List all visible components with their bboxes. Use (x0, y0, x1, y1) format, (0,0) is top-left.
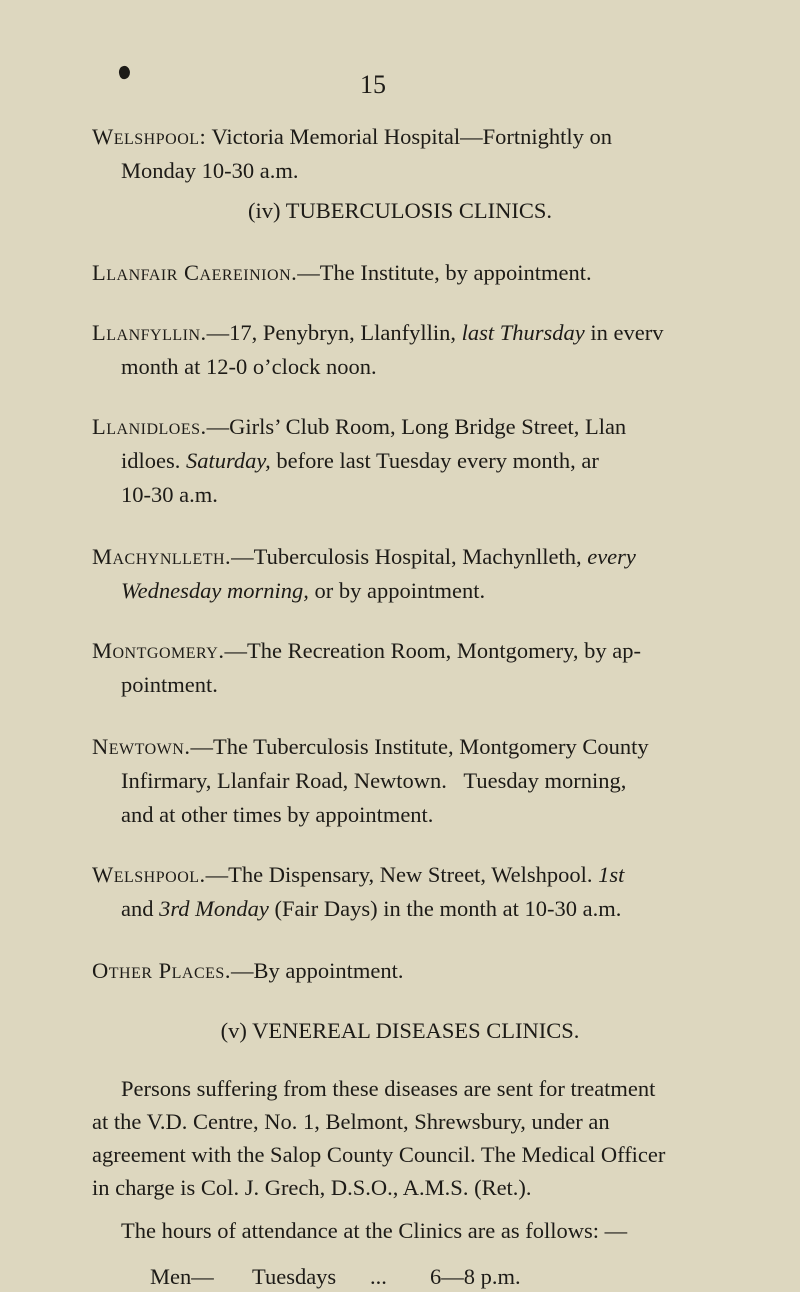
tuberculosis-heading: (iv) TUBERCULOSIS CLINICS. (248, 198, 552, 223)
clinic-entry-welshpool (92, 858, 732, 926)
welshpool-hospital-entry (92, 120, 732, 188)
place-name: Welshpool: (92, 124, 207, 149)
entry-text: pointment. (121, 672, 218, 697)
place-name: Montgomery. (92, 638, 225, 663)
entry-text-italic: every (587, 544, 636, 569)
clinic-entry-llanidloes (92, 410, 732, 512)
entry-text: before last Tuesday every month, ar (270, 448, 599, 473)
entry-text: idloes. (121, 448, 186, 473)
place-name: Newtown. (92, 734, 191, 759)
entry-text: —17, Penybryn, Llanfyllin, (206, 320, 462, 345)
paragraph-line: agreement with the Salop County Council. The Medical Officer (92, 1142, 666, 1167)
entry-text: 10-30 a.m. (121, 482, 218, 507)
ink-blot-icon (118, 65, 131, 80)
clinic-entry-llanfair (92, 256, 732, 290)
hours-dots: ... (370, 1264, 387, 1289)
clinic-entry-machynlleth (92, 540, 732, 608)
hours-day: Tuesdays (252, 1264, 337, 1289)
entry-text-italic: 1st (598, 862, 625, 887)
paragraph-line: at the V.D. Centre, No. 1, Belmont, Shrewsbury, under an (92, 1109, 610, 1134)
entry-text: Infirmary, Llanfair Road, Newtown. Tuesday morning, (121, 768, 627, 793)
paragraph-line: Persons suffering from these diseases are sent for treatment (121, 1076, 656, 1101)
clinic-entry-montgomery (92, 634, 732, 702)
entry-text: month at 12-0 o’clock noon. (121, 354, 377, 379)
entry-text: —Girls’ Club Room, Long Bridge Street, Llan (206, 414, 627, 439)
clinic-entry-newtown (92, 730, 732, 832)
paragraph-line: The hours of attendance at the Clinics are as follows: — (121, 1218, 628, 1243)
paragraph-line: in charge is Col. J. Grech, D.S.O., A.M.S. (Ret.). (92, 1175, 532, 1200)
clinic-entry-other-places (92, 954, 732, 988)
place-name: Llanfyllin. (92, 320, 207, 345)
hours-intro (92, 1214, 732, 1247)
venereal-diseases-heading: (v) VENEREAL DISEASES CLINICS. (220, 1018, 580, 1043)
clinic-entry-llanfyllin (92, 316, 732, 384)
entry-text-italic: Saturday, (186, 448, 271, 473)
entry-text: —The Institute, by appointment. (297, 260, 592, 285)
place-name: Llanidloes. (92, 414, 207, 439)
entry-text: —The Dispensary, New Street, Welshpool. (205, 862, 599, 887)
place-name: Other Places. (92, 958, 231, 983)
place-name: Llanfair Caereinion. (92, 260, 298, 285)
venereal-paragraph (92, 1072, 732, 1204)
page-number: 15 (360, 70, 386, 99)
entry-text: and at other times by appointment. (121, 802, 434, 827)
entry-text: or by appointment. (308, 578, 486, 603)
entry-text-italic: last Thursday (461, 320, 585, 345)
entry-text-italic: 3rd Monday (159, 896, 269, 921)
hours-time: 6—8 p.m. (430, 1264, 521, 1289)
entry-text: —The Tuberculosis Institute, Montgomery County (190, 734, 649, 759)
place-name: Machynlleth. (92, 544, 232, 569)
place-name: Welshpool. (92, 862, 206, 887)
entry-text-italic: Wednesday morning, (121, 578, 309, 603)
entry-text: in everv (584, 320, 664, 345)
entry-text: —Tuberculosis Hospital, Machynlleth, (231, 544, 588, 569)
entry-text: and (121, 896, 160, 921)
entry-text: Monday 10-30 a.m. (121, 158, 299, 183)
entry-text: (Fair Days) in the month at 10-30 a.m. (268, 896, 622, 921)
hours-group: Men— (150, 1264, 214, 1289)
entry-text: —By appointment. (230, 958, 404, 983)
entry-text: —The Recreation Room, Montgomery, by ap- (224, 638, 642, 663)
entry-text: Victoria Memorial Hospital—Fortnightly on (211, 124, 612, 149)
